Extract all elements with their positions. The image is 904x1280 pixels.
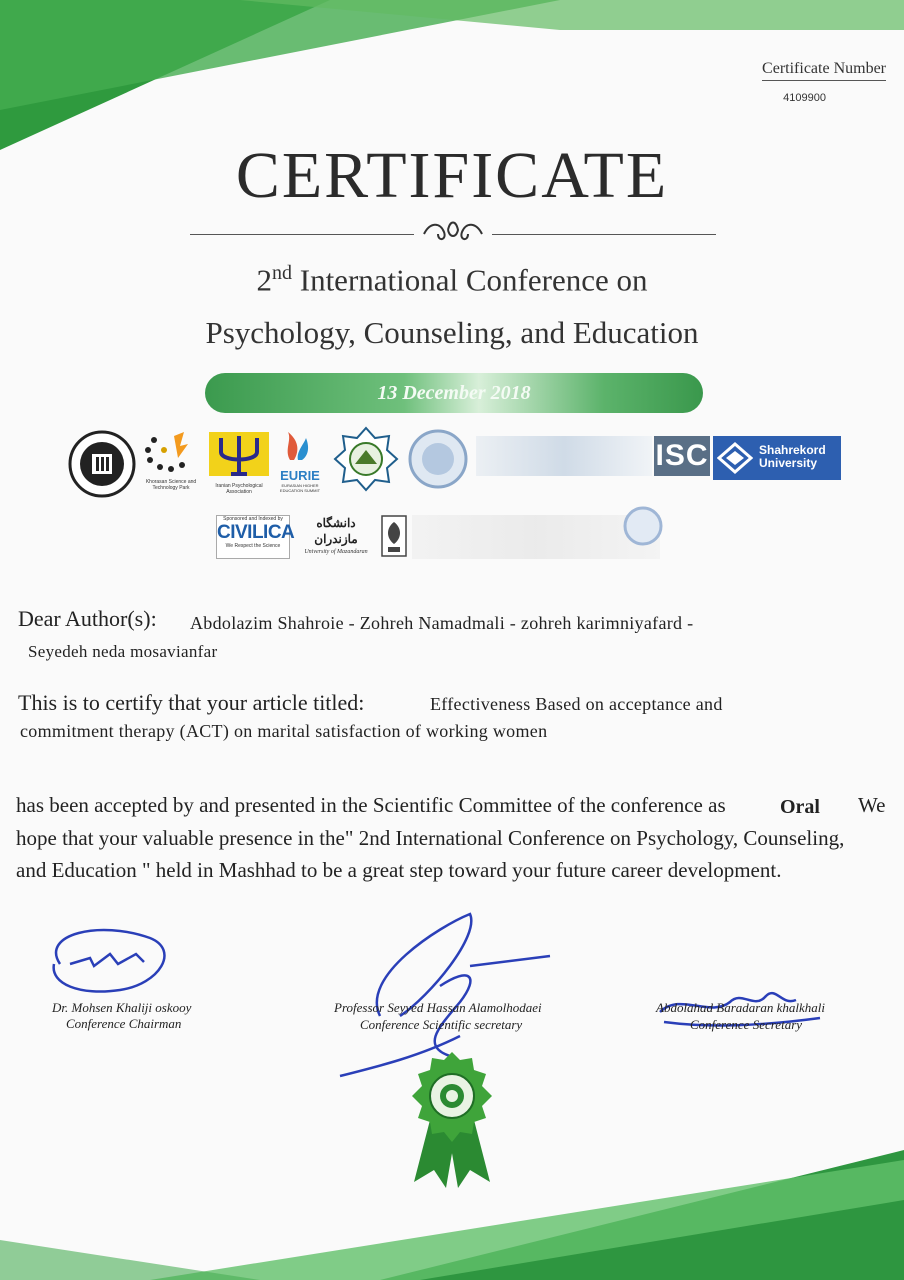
civilica-sub-label: We Respect the Science [225, 543, 281, 549]
eurie-flame-icon [272, 430, 328, 464]
conference-secretary-role: Conference Secretary [690, 1017, 803, 1032]
certificate-title: CERTIFICATE [235, 139, 669, 212]
faded-emblem-icon [618, 500, 668, 560]
authors-line-2: Seyedeh neda mosavianfar [28, 642, 218, 661]
conference-date-bar: 13 December 2018 [205, 373, 703, 413]
scientific-secretary-role: Conference Scientific secretary [360, 1017, 523, 1032]
article-title-line-1: Effectiveness Based on acceptance and [430, 694, 723, 714]
shahrekord-label-1: Shahrekord [759, 443, 826, 457]
mazandaran-label-en: University of Mazandaran [304, 549, 368, 555]
presentation-type: Oral [780, 796, 820, 818]
certificate-number-label: Certificate Number [762, 60, 886, 81]
chairman-name: Dr. Mohsen Khaliji oskooy [52, 1000, 192, 1015]
khorasan-university-seal-icon [68, 430, 136, 498]
award-seal-icon [400, 1050, 504, 1190]
conference-line-1-text: International Conference on [292, 262, 648, 298]
chairman-role: Conference Chairman [66, 1016, 182, 1031]
mazandaran-label-fa: دانشگاه مازندران [314, 516, 358, 546]
faded-round-logo-icon [403, 426, 473, 492]
eurie-label: EURIE [280, 468, 320, 483]
science-park-dots-icon [140, 430, 202, 474]
conference-secretary-name: Abdolahad Baradaran khalkhali [656, 1000, 825, 1015]
eurie-sub-label: EURASIAN HIGHER EDUCATION SUMMIT [279, 483, 321, 493]
khorasan-park-label: Khorasan Science and Technology Park [145, 479, 197, 491]
certificate-number-value: 4109900 [783, 92, 826, 104]
psychological-association-label: Iranian Psychological Association [215, 483, 263, 495]
dear-label: Dear Author(s): [18, 606, 157, 631]
certify-label: This is to certify that your article titled: [18, 690, 365, 715]
faded-logo-strip [476, 436, 652, 476]
shahrekord-university-logo [713, 436, 841, 480]
mazandaran-emblem-icon [380, 514, 408, 558]
title-rule-right [492, 234, 716, 235]
conference-line-1 [0, 262, 904, 298]
eurie-logo [272, 430, 328, 494]
conference-ordinal-number: 2 [256, 262, 272, 298]
psi-icon [207, 430, 271, 478]
accepted-line-2: hope that your valuable presence in the" 2nd International Conference on Psychology, Counseling, [16, 826, 845, 850]
article-title-line-2: commitment therapy (ACT) on marital satisfaction of working women [20, 721, 548, 741]
title-rule-left [190, 234, 414, 235]
civilica-top-label: Sponsored and Indexed by [223, 516, 283, 522]
accepted-we: We [858, 793, 886, 817]
isc-logo: ISC [654, 436, 710, 476]
psychological-association-logo [207, 430, 271, 496]
ornament-icon [420, 216, 486, 246]
mazandaran-university-logo [294, 515, 378, 559]
khorasan-park-logo [140, 430, 202, 494]
accepted-line-1: has been accepted by and presented in the Scientific Committee of the conference as [16, 793, 726, 817]
chairman-signature [40, 924, 180, 1004]
shahrekord-diamond-icon [717, 442, 753, 474]
civilica-logo [216, 515, 295, 559]
shahrekord-label-2: University [759, 456, 818, 470]
scientific-secretary-name: Professor Seyyed Hassan Alamolhodaei [334, 1000, 542, 1015]
accepted-line-3: and Education " held in Mashhad to be a great step toward your future career development. [16, 858, 782, 882]
civilica-label: CIVILICA [217, 522, 295, 543]
conference-ordinal-suffix: nd [272, 262, 292, 284]
university-emblem-icon [333, 426, 399, 492]
conference-line-2: Psychology, Counseling, and Education [205, 315, 699, 350]
authors-line-1: Abdolazim Shahroie - Zohreh Namadmali - zohreh karimniyafard - [190, 613, 694, 633]
